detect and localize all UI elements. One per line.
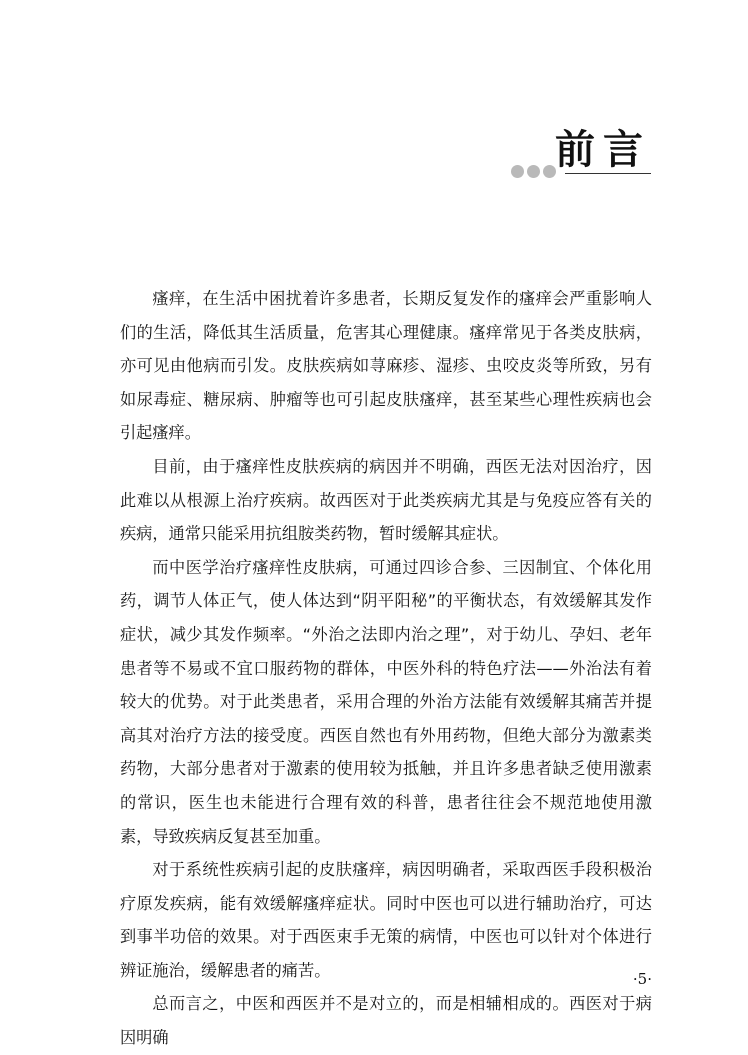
page-title: 前言 — [555, 127, 651, 173]
paragraph-5: 总而言之，中医和西医并不是对立的，而是相辅相成的。西医对于病因明确 — [120, 994, 652, 1048]
page-number: ·5· — [632, 970, 652, 988]
paragraph-1: 瘙痒，在生活中困扰着许多患者，长期反复发作的瘙痒会严重影响人们的生活，降低其生活质量，危害其心理健康。瘙痒常见于各类皮肤病，亦可见由他病而引发。皮肤疾病如荨麻疹、湿疹、虫咬皮炎等所致，另有如尿毒症、糖尿病、肿瘤等也可引起皮肤瘙痒，甚至某些心理性疾病也会引起瘙痒。 — [120, 289, 652, 443]
heading-dots-ornament — [511, 165, 556, 178]
ornament-dot — [511, 165, 524, 178]
ornament-dot — [527, 165, 540, 178]
paragraph-4: 对于系统性疾病引起的皮肤瘙痒，病因明确者，采取西医手段积极治疗原发疾病，能有效缓解瘙痒症状。同时中医也可以进行辅助治疗，可达到事半功倍的效果。对于西医束手无策的病情，中医也可以针对个体进行辨证施治，缓解患者的痛苦。 — [120, 860, 652, 980]
heading-underline — [565, 173, 651, 174]
chapter-heading — [511, 128, 651, 188]
paragraph-2: 目前，由于瘙痒性皮肤疾病的病因并不明确，西医无法对因治疗，因此难以从根源上治疗疾病。故西医对于此类疾病尤其是与免疫应答有关的疾病，通常只能采用抗组胺类药物，暂时缓解其症状。 — [120, 456, 652, 544]
paragraph-3: 而中医学治疗瘙痒性皮肤病，可通过四诊合参、三因制宜、个体化用药，调节人体正气，使人体达到“阴平阳秘”的平衡状态，有效缓解其发作症状，减少其发作频率。“外治之法即内治之理”，对于幼儿、孕妇、老年患者等不易或不宜口服药物的群体，中医外科的特色疗法——外治法有着较大的优势。对于此类患者，采用合理的外治方法能有效缓解其痛苦并提高其对治疗方法的接受度。西医自然也有外用药物，但绝大部分为激素类药物，大部分患者对于激素的使用较为抵触，并且许多患者缺乏使用激素的常识，医生也未能进行合理有效的科普，患者往往会不规范地使用激素，导致疾病反复甚至加重。 — [120, 557, 652, 846]
body-text — [120, 282, 652, 1055]
